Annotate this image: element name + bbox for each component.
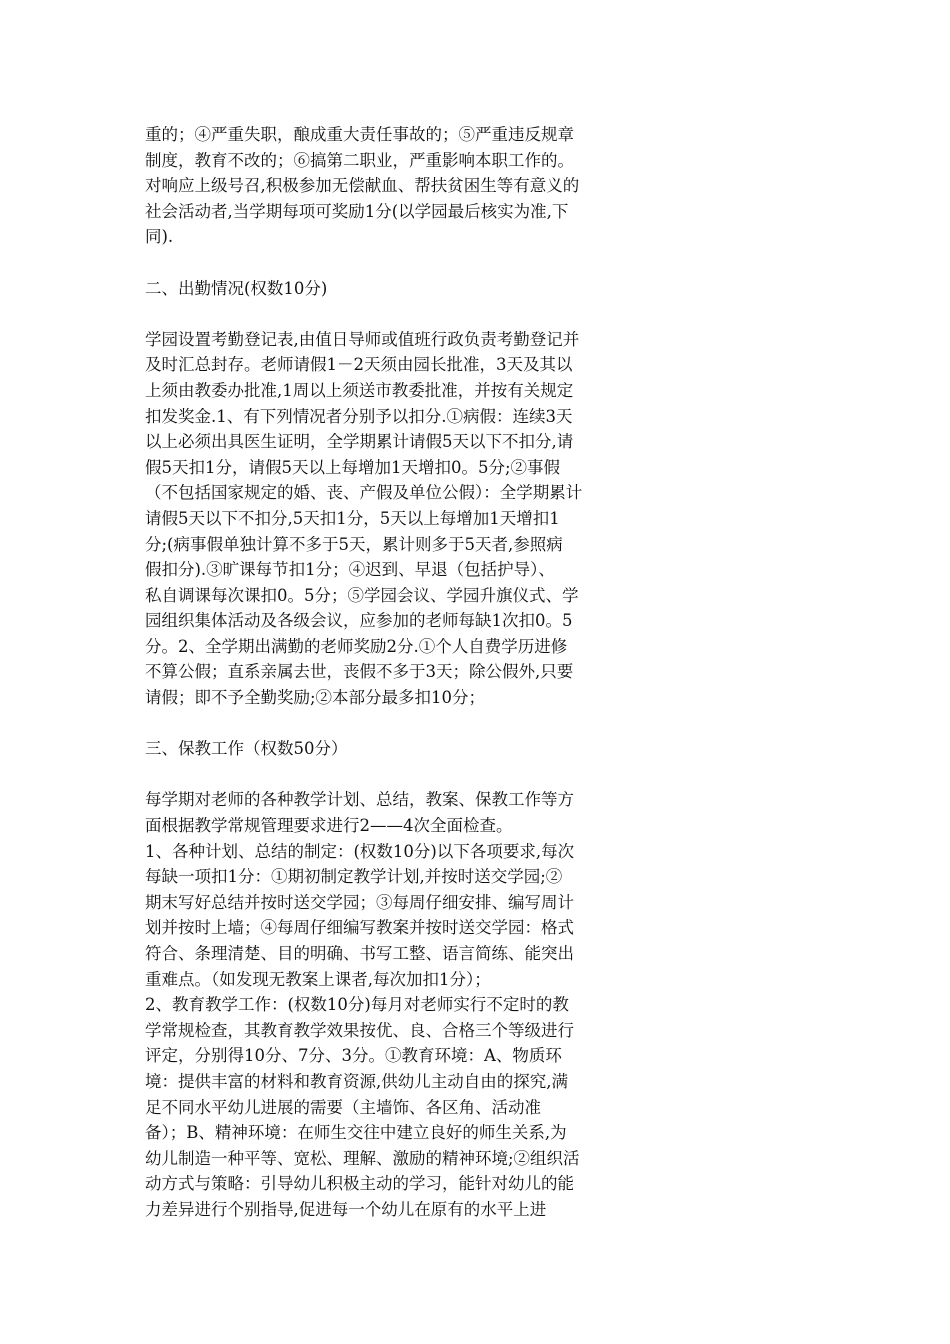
text-line: 同). (145, 227, 174, 247)
text-line: 面根据教学常规管理要求进行2——4次全面检查。 (145, 816, 513, 836)
text-line: 期末写好总结并按时送交学园；③每周仔细安排、编写周计 (145, 892, 574, 912)
text-line: 对响应上级号召,积极参加无偿献血、帮扶贫困生等有意义的 (145, 176, 580, 196)
text-line: 私自调课每次课扣0。5分；⑤学园会议、学园升旗仪式、学 (145, 585, 579, 605)
paragraph (145, 122, 665, 250)
text-line: 备）；B、精神环境：在师生交往中建立良好的师生关系,为 (145, 1123, 567, 1143)
text-line: 每缺一项扣1分：①期初制定教学计划,并按时送交学园;② (145, 867, 563, 887)
text-line: 请假5天以下不扣分,5天扣1分，5天以上每增加1天增扣1 (145, 508, 560, 528)
text-line: 园组织集体活动及各级会议，应参加的老师每缺1次扣0。5 (145, 611, 573, 631)
text-line: 上须由教委办批准,1周以上须送市教委批准，并按有关规定 (145, 380, 574, 400)
text-line: 评定，分别得10分、7分、3分。①教育环境：A、物质环 (145, 1046, 562, 1066)
text-line: 每学期对老师的各种教学计划、总结，教案、保教工作等方 (145, 790, 574, 810)
text-line: 划并按时上墙；④每周仔细编写教案并按时送交学园：格式 (145, 918, 574, 938)
text-line: 请假；即不予全勤奖励;②本部分最多扣10分； (145, 688, 486, 708)
text-line: 分;(病事假单独计算不多于5天，累计则多于5天者,参照病 (145, 534, 563, 554)
text-line: 重的；④严重失职，酿成重大责任事故的；⑤严重违反规章 (145, 125, 574, 144)
text-line: 2、教育教学工作：(权数10分)每月对老师实行不定时的教 (145, 995, 569, 1015)
section-heading (145, 736, 665, 762)
text-line: 力差异进行个别指导,促进每一个幼儿在原有的水平上进 (145, 1199, 547, 1219)
text-line: 分。2、全学期出满勤的老师奖励2分.①个人自费学历进修 (145, 636, 568, 656)
paragraph-gap (145, 301, 665, 327)
text-line: 社会活动者,当学期每项可奖励1分(以学园最后核实为准,下 (145, 201, 569, 221)
heading-text: 三、保教工作（权数50分） (145, 739, 348, 759)
text-line: 足不同水平幼儿进展的需要（主墙饰、各区角、活动准 (145, 1097, 541, 1117)
section-heading (145, 276, 665, 302)
paragraph (145, 327, 665, 711)
heading-text: 二、出勤情况(权数10分) (145, 278, 328, 298)
text-line: （不包括国家规定的婚、丧、产假及单位公假）：全学期累计 (145, 483, 583, 503)
text-line: 学园设置考勤登记表,由值日导师或值班行政负责考勤登记并 (145, 329, 580, 349)
text-line: 假5天扣1分，请假5天以上每增加1天增扣0。5分;②事假 (145, 457, 561, 477)
text-line: 符合、条理清楚、目的明确、书写工整、语言简练、能突出 (145, 944, 574, 963)
text-line: 以上必须出具医生证明，全学期累计请假5天以下不扣分,请 (145, 432, 574, 452)
paragraph-gap (145, 762, 665, 788)
text-line: 学常规检查，其教育教学效果按优、良、合格三个等级进行 (145, 1020, 574, 1040)
text-line: 1、各种计划、总结的制定：(权数10分)以下各项要求,每次 (145, 841, 575, 861)
text-line: 制度，教育不改的；⑥搞第二职业，严重影响本职工作的。 (145, 150, 574, 170)
document-body (145, 122, 665, 1223)
text-line: 境：提供丰富的材料和教育资源,供幼儿主动自由的探究,满 (145, 1071, 568, 1091)
paragraph-gap (145, 250, 665, 276)
text-line: 不算公假；直系亲属去世，丧假不多于3天；除公假外,只要 (145, 662, 574, 682)
text-line: 动方式与策略：引导幼儿积极主动的学习，能针对幼儿的能 (145, 1174, 574, 1194)
text-line: 幼儿制造一种平等、宽松、理解、激励的精神环境;②组织活 (145, 1148, 580, 1168)
text-line: 及时汇总封存。老师请假1－2天须由园长批准，3天及其以 (145, 355, 573, 375)
text-line: 假扣分).③旷课每节扣1分；④迟到、早退（包括护导）、 (145, 560, 555, 580)
text-line: 扣发奖金.1、有下列情况者分别予以扣分.①病假：连续3天 (145, 406, 573, 426)
paragraph (145, 787, 665, 1222)
text-line: 重难点。（如发现无教案上课者,每次加扣1分）； (145, 969, 491, 989)
paragraph-gap (145, 711, 665, 737)
